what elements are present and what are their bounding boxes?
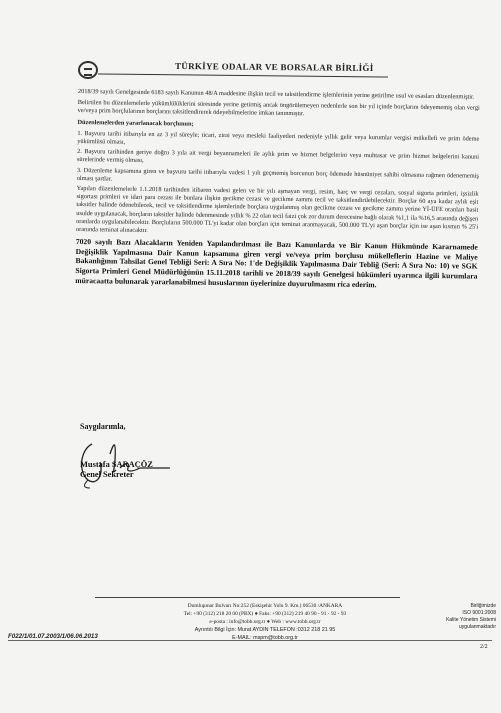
closing-salutation: Saygılarımla, [80,422,126,431]
footer [100,602,430,642]
footer-email-web: e-posta : info@tobb.org.tr ● Web : www.tobb.org.tr [209,619,321,625]
letter-body [75,88,480,294]
footer-contact: Ayrıntılı Bilgi İçin: Murat AYDIN TELEFON :0312 218 21 95 [194,627,336,633]
footer-rule [95,597,400,598]
organization-name: TÜRKİYE ODALAR VE BORSALAR BİRLİĞİ [174,60,374,74]
cert-line: ISO 9001:2008 [462,610,496,616]
form-code: F022/1/01.07.2003/1/06.06.2013 [8,633,98,640]
footer-contact-email: E-MAIL: mspm@tobb.org.tr [232,635,298,641]
signatory-title: Genel Sekreter [80,470,134,479]
signatory-name: Mustafa SARAÇÖZ [80,460,153,469]
condition-item: 2. Başvuru tarihinden geriye doğru 3 yıla ait vergi beyannameleri ile aylık prim ve hizmet belgelerini veya muhtasar ve prim hizmet belgelerini kanuni sürelerinde vermiş olması, [76,148,480,165]
cert-line: Birliğimizde [470,603,496,609]
cert-line: uygulanmaktadır [459,624,496,630]
main-request-paragraph: 7020 sayılı Bazı Alacakların Yeniden Yapılandırılması ile Bazı Kanunlarda ve Bir Kanun Hükmünde Kararnamede Değişiklik Yapılmasına Dair Kanun kapsamına giren vergi ve/veya prim borçlusu mükelleflerin Hazine ve Maliye Bakanlığının Tahsilat Genel Tebliği Seri: A Sıra No: 1'de Değişiklik Yapılmasına Dair Tebliğ (Seri: A Sıra No: 10) ve SGK Sigorta Primleri Genel Müdürlüğünün 15.11.2018 tarihli ve 2018/39 sayılı Genelgesi hükümleri uyarınca ilgili kurumlara müracaatta bulunarak yararlanabilmesi hususlarının üyelerinize duyurulmasını rica ederim. [75,237,478,289]
condition-item: 1. Başvuru tarihi itibarıyla en az 3 yıl süreyle; ticari, zirai veya mesleki faaliyetleri nedeniyle yıllık gelir veya kurumlar vergisi mükellefi ve prim ödeme yükümlüsü olması, [77,129,480,146]
iso-certification [440,603,496,631]
regulation-paragraph: Belirtilen bu düzenlemelerle yükümlülüklerini süresinde yerine getirmiş ancak öngörülemeyen nedenlerle son bir yıl içinde borçlarını ödeyememiş olan vergi ve/veya prim borçlularının borçlarını taksitlendirerek ödeyebilmelerine imkan tanınmıştır. [77,99,480,118]
page-margin [0,650,501,713]
header-rule [98,73,388,77]
intro-paragraph: 2018/39 sayılı Genelgesinde 6183 sayılı Kanunun 48/A maddesine ilişkin tecil ve taksitlendirme işlemlerinin yerine getirilme usul ve esasları düzenlenmiştir. [77,88,475,101]
form-code-rule [8,640,492,641]
page-number: 2/2 [480,644,488,650]
condition-item: 3. Düzenleme kapsamına giren ve başvuru tarihi itibarıyla vadesi 1 yılı geçmemiş borcunun borç ödemede hüsnüniyet sahibi olmasına rağmen ödenememiş olması şartlar. [76,166,479,183]
conditions-heading: Düzenlemelerden yararlanacak borçlunun; [77,118,194,128]
footer-phone: Tel: +90 (312) 218 20 00 (PBX) ● Faks: +90 (312) 219 40 90 - 91 - 92 - 93 [183,611,347,617]
footer-address: Dumlupınar Bulvarı No:252 (Eskişehir Yolu 9. Km.) 06530 /ANKARA [187,603,343,609]
rates-paragraph: Yapılan düzenlemelerle 1.1.2018 tarihinden itibaren vadesi gelen ve bir yılı aşmayan vergi, resim, harç ve vergi cezaları, sosyal sigorta primleri, işsizlik sigortası primleri ve idari para cezası ile bunlara ilişkin gecikme cezası ve gecikme zammı tecil ve taksitlendirilebilecektir. Borçlar 60 aya kadar aylık eşit taksitler halinde ödenebilecek, tecil ve taksitlendirme işlemlerinde borçlara uygulanmış olan gecikme cezası ve gecikme zammı yerine Yİ-ÜFE oranları basit usulde uygulanacak, borçların taksitler halinde ödenmesinde yıllık % 22 olan tecil faizi çok zor durum derecesine bağlı olarak %1,1 ila %16,5 arasında değişen oranlarda uygulanabilecektir. Borçluların 500.000 TL'yi kadar olan borçları için teminat aranmayacak, 500.000 TL'yi aşan borçlar için ise aşan kısmın % 25'i oranında teminat alınacaktır. [75,185,479,235]
tobb-logo-icon [78,61,98,79]
cert-line: Kalite Yönetim Sistemi [446,617,496,623]
